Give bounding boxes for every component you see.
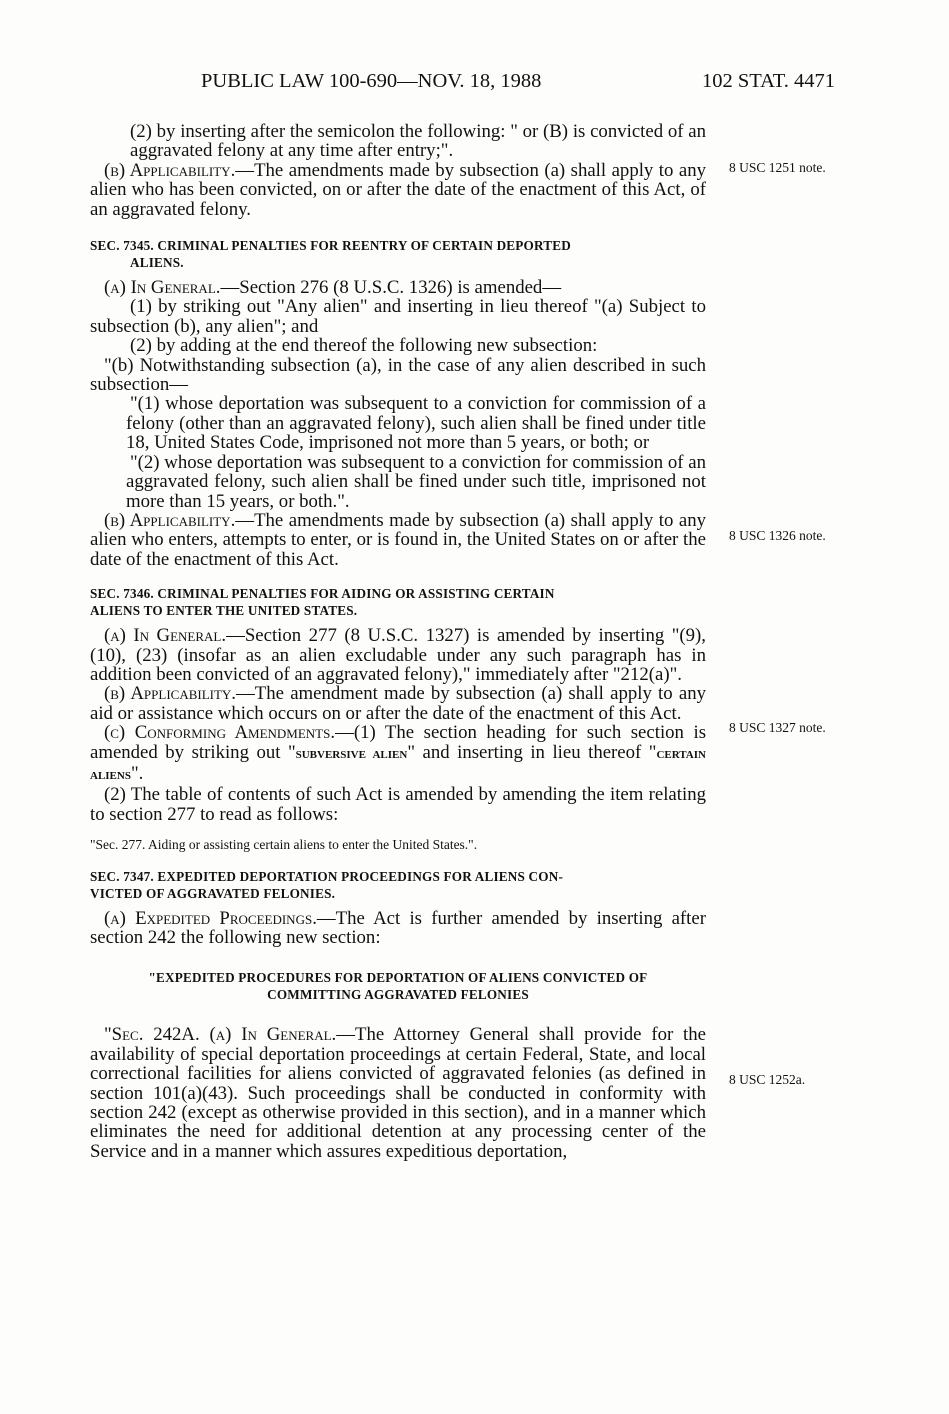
paragraph bbox=[90, 394, 706, 452]
paragraph-text: subversive alien bbox=[295, 745, 408, 762]
margin-note: 8 USC 1252a. bbox=[729, 1072, 806, 1087]
section-heading-line: SEC. 7345. CRIMINAL PENALTIES FOR REENTRY OF CERTAIN DEPORTED bbox=[90, 238, 571, 254]
paragraph-text: "(b) Notwithstanding subsection (a), in the case of any alien described in such subsection— bbox=[90, 354, 706, 396]
paragraph-text: —Section 276 (8 U.S.C. 1326) is amended— bbox=[220, 277, 562, 299]
paragraph bbox=[90, 909, 706, 948]
paragraph bbox=[90, 684, 706, 723]
paragraph bbox=[90, 511, 706, 569]
quoted-table-entry bbox=[90, 835, 706, 854]
margin-note: 8 USC 1327 note. bbox=[729, 720, 826, 735]
paragraph bbox=[90, 297, 706, 336]
margin-note: 8 USC 1326 note. bbox=[729, 528, 826, 543]
paragraph-text: —The amendments made by subsection (a) shall apply to any alien who enters, attempts to enter, or is found in, the United States on or after the date of the enactment of this Act. bbox=[90, 509, 706, 570]
paragraph-label: (a) Expedited Proceedings. bbox=[104, 907, 317, 929]
paragraph-label: (b) Applicability. bbox=[104, 509, 236, 531]
margin-note: 8 USC 1251 note. bbox=[729, 160, 826, 175]
section-heading bbox=[90, 868, 706, 902]
paragraph-label: (a) In General. bbox=[104, 277, 221, 299]
new-section-heading bbox=[90, 969, 706, 1003]
paragraph-text: certain aliens bbox=[90, 745, 706, 783]
new-section-heading-line: COMMITTING AGGRAVATED FELONIES bbox=[267, 987, 529, 1003]
paragraph bbox=[90, 336, 706, 355]
section-heading bbox=[90, 237, 706, 271]
page-header-left: PUBLIC LAW 100-690—NOV. 18, 1988 bbox=[201, 70, 542, 92]
paragraph bbox=[90, 356, 706, 395]
paragraph bbox=[90, 122, 706, 161]
section-heading-line: ALIENS TO ENTER THE UNITED STATES. bbox=[90, 603, 358, 619]
section-heading bbox=[90, 585, 706, 619]
document-body bbox=[90, 122, 706, 1161]
paragraph-text: (2) The table of contents of such Act is amended by amending the item relating to section 277 to read as follows: bbox=[90, 784, 706, 825]
paragraph-text: " and inserting in lieu thereof " bbox=[407, 741, 657, 763]
paragraph-text: —(1) The section heading for such section is amended by striking out " bbox=[90, 722, 707, 763]
page-header-right: 102 STAT. 4471 bbox=[702, 70, 835, 92]
section-heading-line: SEC. 7347. EXPEDITED DEPORTATION PROCEEDINGS FOR ALIENS CON- bbox=[90, 868, 564, 884]
paragraph-text: (1) by striking out "Any alien" and inserting in lieu thereof "(a) Subject to subsection (b), any alien"; and bbox=[90, 296, 706, 337]
paragraph-label: (c) Conforming Amendments. bbox=[104, 722, 336, 744]
paragraph-text: —The Act is further amended by inserting after section 242 the following new section: bbox=[90, 907, 706, 948]
paragraph-text: "(1) whose deportation was subsequent to a conviction for commission of a felony (other than an aggravated felony), such alien shall be fined under title 18, United States Code, imprisoned not more than 5 years, or both; or bbox=[126, 393, 706, 454]
paragraph-text: —Section 277 (8 U.S.C. 1327) is amended by inserting "(9), (10), (23) (insofar as an alien excludable under any such paragraph has in addition been convicted of an aggravated felony)," immediately after "212(a)". bbox=[90, 625, 706, 685]
paragraph-label: (b) Applicability. bbox=[104, 159, 236, 181]
paragraph-text: "Sec. 277. Aiding or assisting certain aliens to enter the United States.". bbox=[90, 837, 478, 853]
paragraph bbox=[90, 785, 706, 824]
paragraph bbox=[90, 1025, 706, 1161]
paragraph-label: (b) Applicability. bbox=[104, 683, 236, 705]
paragraph-text: —The amendments made by subsection (a) shall apply to any alien who has been convicted, on or after the date of the enactment of this Act, of an aggravated felony. bbox=[90, 159, 706, 220]
paragraph bbox=[90, 723, 706, 785]
paragraph-text: —The Attorney General shall provide for the availability of special deportation proceedings at certain Federal, State, and local correctional facilities for aliens convicted of aggravated felonies (as defined in section 101(a)(43). Such proceedings shall be conducted in conformity with section 242 (except as otherwise provided in this section), and in a manner which eliminates the need for additional detention at any processing center of the Service and in a manner which assures expeditious deportation, bbox=[90, 1024, 706, 1162]
new-section-heading-line: "EXPEDITED PROCEDURES FOR DEPORTATION OF ALIENS CONVICTED OF bbox=[148, 970, 648, 986]
paragraph-label: "Sec. 242A. (a) In General. bbox=[104, 1024, 337, 1046]
paragraph-text: —The amendment made by subsection (a) shall apply to any aid or assistance which occurs on or after the date of the enactment of this Act. bbox=[90, 683, 706, 724]
paragraph bbox=[90, 161, 706, 219]
section-heading-line: VICTED OF AGGRAVATED FELONIES. bbox=[90, 885, 336, 901]
paragraph-text: ". bbox=[130, 762, 144, 784]
paragraph bbox=[90, 278, 706, 297]
paragraph-text: (2) by inserting after the semicolon the following: " or (B) is convicted of an aggravated felony at any time after entry;". bbox=[130, 121, 706, 162]
paragraph bbox=[90, 626, 706, 684]
paragraph-text: "(2) whose deportation was subsequent to a conviction for commission of an aggravated felony, such alien shall be fined under such title, imprisoned not more than 15 years, or both.". bbox=[126, 451, 706, 512]
section-heading-line: SEC. 7346. CRIMINAL PENALTIES FOR AIDING OR ASSISTING CERTAIN bbox=[90, 586, 555, 602]
section-heading-line: ALIENS. bbox=[130, 255, 184, 271]
paragraph-text: (2) by adding at the end thereof the following new subsection: bbox=[130, 335, 598, 357]
paragraph bbox=[90, 453, 706, 511]
paragraph-label: (a) In General. bbox=[104, 625, 227, 647]
